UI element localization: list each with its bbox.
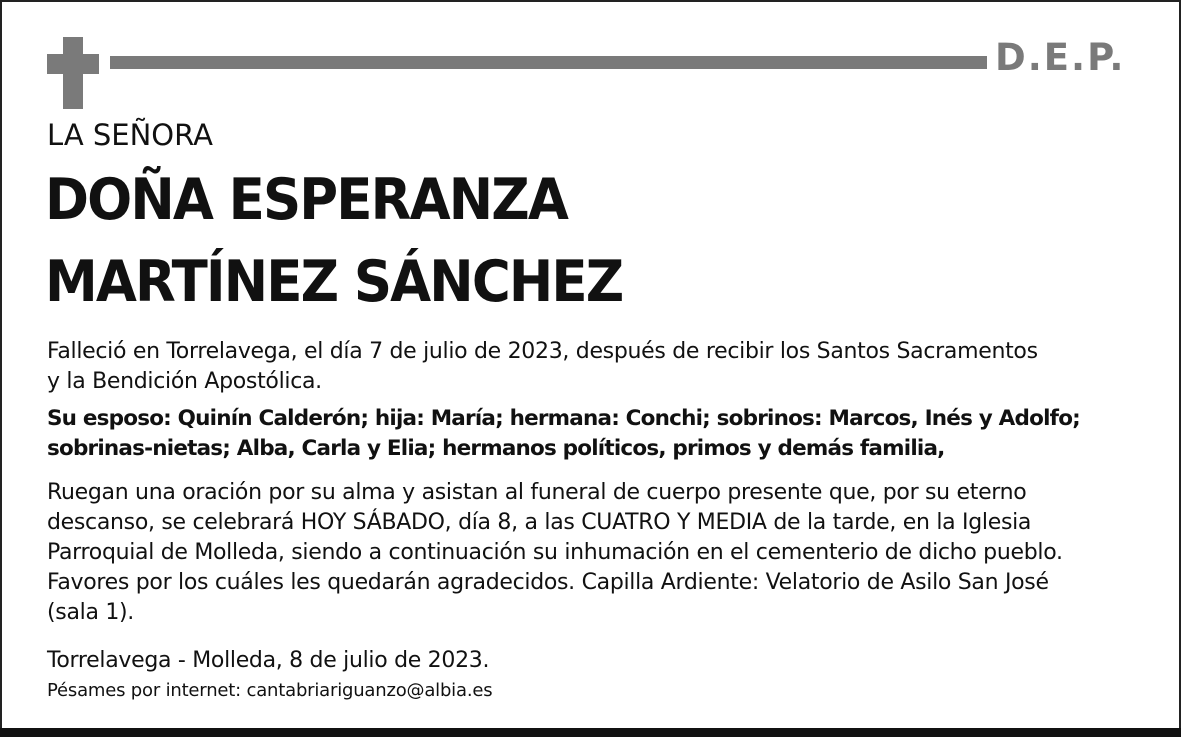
text-line: Torrelavega - Molleda, 8 de julio de 2023. bbox=[47, 648, 490, 673]
dep-label: D.E.P. bbox=[995, 36, 1126, 79]
text-line: Parroquial de Molleda, siendo a continuación su inhumación en el cementerio de dicho pueblo. bbox=[47, 540, 1063, 565]
header-rule bbox=[110, 56, 987, 69]
cross-icon-bar bbox=[47, 54, 99, 74]
funeral-request-paragraph bbox=[47, 478, 1167, 628]
condolences-line: Pésames por internet: cantabriariguanzo@albia.es bbox=[47, 680, 493, 701]
deceased-name-line-1: DOÑA ESPERANZA bbox=[45, 167, 568, 233]
salutation: LA SEÑORA bbox=[47, 118, 213, 152]
deceased-name-line-2: MARTÍNEZ SÁNCHEZ bbox=[45, 249, 623, 315]
text-line: (sala 1). bbox=[47, 600, 134, 625]
text-line: Su esposo: Quinín Calderón; hija: María; hermana: Conchi; sobrinos: Marcos, Inés y Adolfo; bbox=[47, 406, 1080, 431]
bottom-border bbox=[0, 728, 1181, 737]
place-date bbox=[47, 646, 1167, 676]
text-line: Favores por los cuáles les quedarán agradecidos. Capilla Ardiente: Velatorio de Asilo San José bbox=[47, 570, 1049, 595]
death-paragraph bbox=[47, 337, 1167, 397]
text-line: descanso, se celebrará HOY SÁBADO, día 8, a las CUATRO Y MEDIA de la tarde, en la Iglesia bbox=[47, 510, 1032, 535]
text-line: y la Bendición Apostólica. bbox=[47, 369, 322, 394]
text-line: Ruegan una oración por su alma y asistan al funeral de cuerpo presente que, por su eterno bbox=[47, 480, 1027, 505]
text-line: Falleció en Torrelavega, el día 7 de julio de 2023, después de recibir los Santos Sacramentos bbox=[47, 339, 1038, 364]
family-paragraph bbox=[47, 404, 1167, 464]
text-line: sobrinas-nietas; Alba, Carla y Elia; hermanos políticos, primos y demás familia, bbox=[47, 436, 945, 461]
